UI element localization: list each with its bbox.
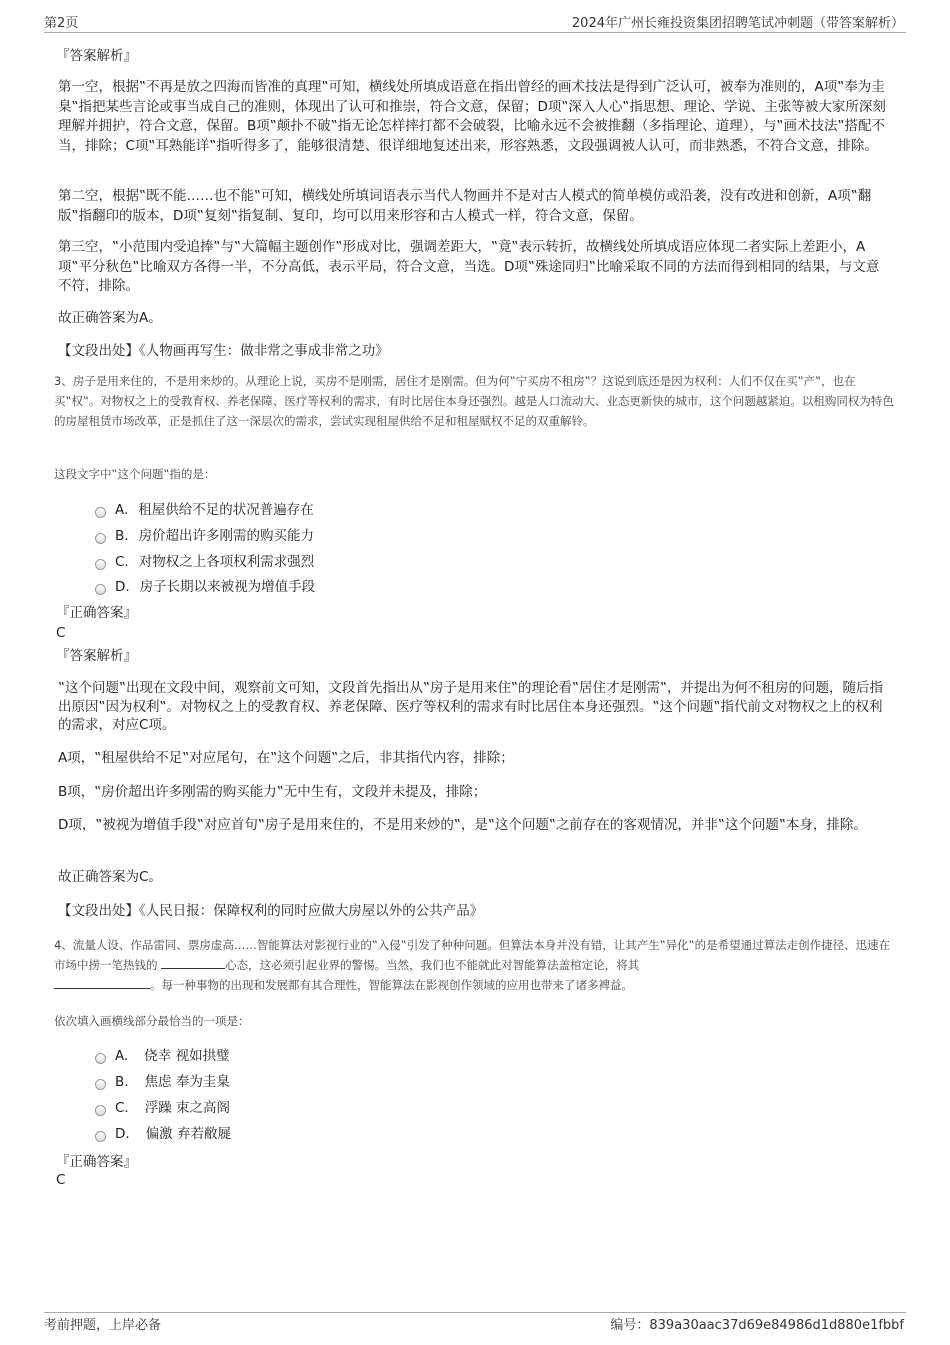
radio-icon[interactable] xyxy=(95,1105,106,1116)
source: 【文段出处】《人民日报：保障权利的同时应做大房屋以外的公共产品》 xyxy=(58,903,484,919)
footer-slogan: 考前押题，上岸必备 xyxy=(44,1318,162,1333)
radio-icon[interactable] xyxy=(95,1131,106,1142)
question-4-prompt: 依次填入画横线部分最恰当的一项是： xyxy=(54,1014,250,1028)
radio-icon[interactable] xyxy=(95,584,106,595)
radio-icon[interactable] xyxy=(95,533,106,544)
correct-answer: C xyxy=(56,1172,66,1188)
option-d[interactable]: D. 房子长期以来被视为增值手段 xyxy=(95,577,315,597)
analysis-paragraph: B项，‟房价超出许多刚需的购买能力‟无中生有，文段并未提及，排除； xyxy=(58,784,487,800)
analysis-paragraph: 第二空，根据‟既不能……也不能‟可知，横线处所填词语表示当代人物画并不是对古人模式的简单模仿或沿袭，没有改进和创新，A项‟翻版‟指翻印的版本，D项‟复刻‟指复制、复印，均可以用来形容和古人模式一样，符合文意，保留。 xyxy=(58,188,872,224)
analysis-paragraph: 第一空，根据‟不再是放之四海而皆准的真理‟可知，横线处所填成语意在指出曾经的画术技法是得到广泛认可，被奉为准则的，A项‟奉为圭臬‟指把某些言论或事当成自己的准则，体现出了认可和推崇，符合文意，保留；D项‟深入人心‟指思想、理论、学说、主张等被大家所深刻理解并拥护，符合文意，保留。B项‟颠扑不破‟指无论怎样摔打都不会破裂，比喻永远不会被推翻（多指理论、道理），与‟画术技法‟搭配不当，排除；C项‟耳熟能详‟指听得多了，能够很清楚、很详细地复述出来，形容熟悉，文段强调被人认可，而非熟悉，不符合文意，排除。 xyxy=(58,79,886,154)
analysis-paragraph: ‟这个问题‟出现在文段中间，观察前文可知，文段首先指出从‟房子是用来住‟的理论看‟居住才是刚需‟，并提出为何不租房的问题，随后指出原因‟因为权利‟。对物权之上的受教育权、养老保障、医疗等权利的需求有时比居住本身还强烈。‟这个问题‟指代前文对物权之上的权利的需求，对应C项。 xyxy=(58,680,883,733)
footer-divider xyxy=(44,1312,906,1313)
radio-icon[interactable] xyxy=(95,1079,106,1090)
analysis-paragraph: 第三空，‟小范围内受追捧‟与‟大篇幅主题创作‟形成对比，强调差距大，‟竟‟表示转折，故横线处所填成语应体现二者实际上差距小，A项‟平分秋色‟比喻双方各得一半，不分高低，表示平局，符合文意，当选。D项‟殊途同归‟比喻采取不同的方法而得到相同的结果，与文意不符，排除。 xyxy=(58,239,880,294)
analysis-label: 『答案解析』 xyxy=(56,48,137,64)
correct-answer-label: 『正确答案』 xyxy=(56,1154,137,1170)
option-b[interactable]: B. 房价超出许多刚需的购买能力 xyxy=(95,526,314,546)
analysis-paragraph: D项，‟被视为增值手段‟对应首句‟房子是用来住的，不是用来炒的‟，是‟这个问题‟之前存在的客观情况，并非‟这个问题‟本身，排除。 xyxy=(58,817,867,833)
question-3-prompt: 这段文字中‟这个问题‟指的是： xyxy=(54,467,216,481)
option-c[interactable]: C. 对物权之上各项权利需求强烈 xyxy=(95,552,314,572)
radio-icon[interactable] xyxy=(95,559,106,570)
radio-icon[interactable] xyxy=(95,1053,106,1064)
question-4-stem: 4、流量人设、作品雷同、票房虚高……智能算法对影视行业的‟入侵‟引发了种种问题。但算法本身并没有错，让其产生‟异化‟的是希望通过算法走创作捷径、迅速在市场中捞一笔热钱的 心态，这必须引起业界的警惕。当然，我们也不能就此对智能算法盖棺定论，将其 。每一种事物的出现和发展都有其合理性，智能算法在影视创作领域的应用也带来了诸多裨益。 xyxy=(54,938,891,992)
correct-answer-label: 『正确答案』 xyxy=(56,605,137,621)
option-c[interactable]: C. 浮躁 束之高阁 xyxy=(95,1098,230,1118)
analysis-label: 『答案解析』 xyxy=(56,648,137,664)
option-a[interactable]: A. 侥幸 视如拱璧 xyxy=(95,1046,230,1066)
option-d[interactable]: D. 偏激 弃若敝屣 xyxy=(95,1124,231,1144)
analysis-paragraph: A项，‟租屋供给不足‟对应尾句，在‟这个问题‟之后，非其指代内容，排除； xyxy=(58,750,514,766)
document-title: 2024年广州长雍投资集团招聘笔试冲刺题（带答案解析） xyxy=(571,16,904,31)
source: 【文段出处】《人物画再写生：做非常之事成非常之功》 xyxy=(58,343,389,359)
conclusion: 故正确答案为A。 xyxy=(58,310,162,326)
correct-answer: C xyxy=(56,625,66,641)
question-3-stem: 3、房子是用来住的，不是用来炒的。从理论上说，买房不是刚需，居住才是刚需。但为何‟宁买房不租房‟？这说到底还是因为权利：人们不仅在买‟产‟，也在买‟权‟。对物权之上的受教育权、养老保障、医疗等权利的需求，有时比居住本身还强烈。越是人口流动大、业态更新快的城市，这个问题越紧迫。以租购同权为特色的房屋租赁市场改革，正是抓住了这一深层次的需求，尝试实现租屋供给不足和租屋赋权不足的双重解铃。 xyxy=(54,374,894,428)
radio-icon[interactable] xyxy=(95,507,106,518)
blank-2 xyxy=(54,976,150,989)
option-a[interactable]: A. 租屋供给不足的状况普遍存在 xyxy=(95,500,314,520)
blank-1 xyxy=(161,956,225,969)
header-divider xyxy=(44,32,906,33)
option-b[interactable]: B. 焦虑 奉为圭臬 xyxy=(95,1072,230,1092)
page-number: 第2页 xyxy=(44,16,79,31)
document-code: 编号：839a30aac37d69e84986d1d880e1fbbf xyxy=(610,1318,904,1333)
conclusion: 故正确答案为C。 xyxy=(58,869,162,885)
